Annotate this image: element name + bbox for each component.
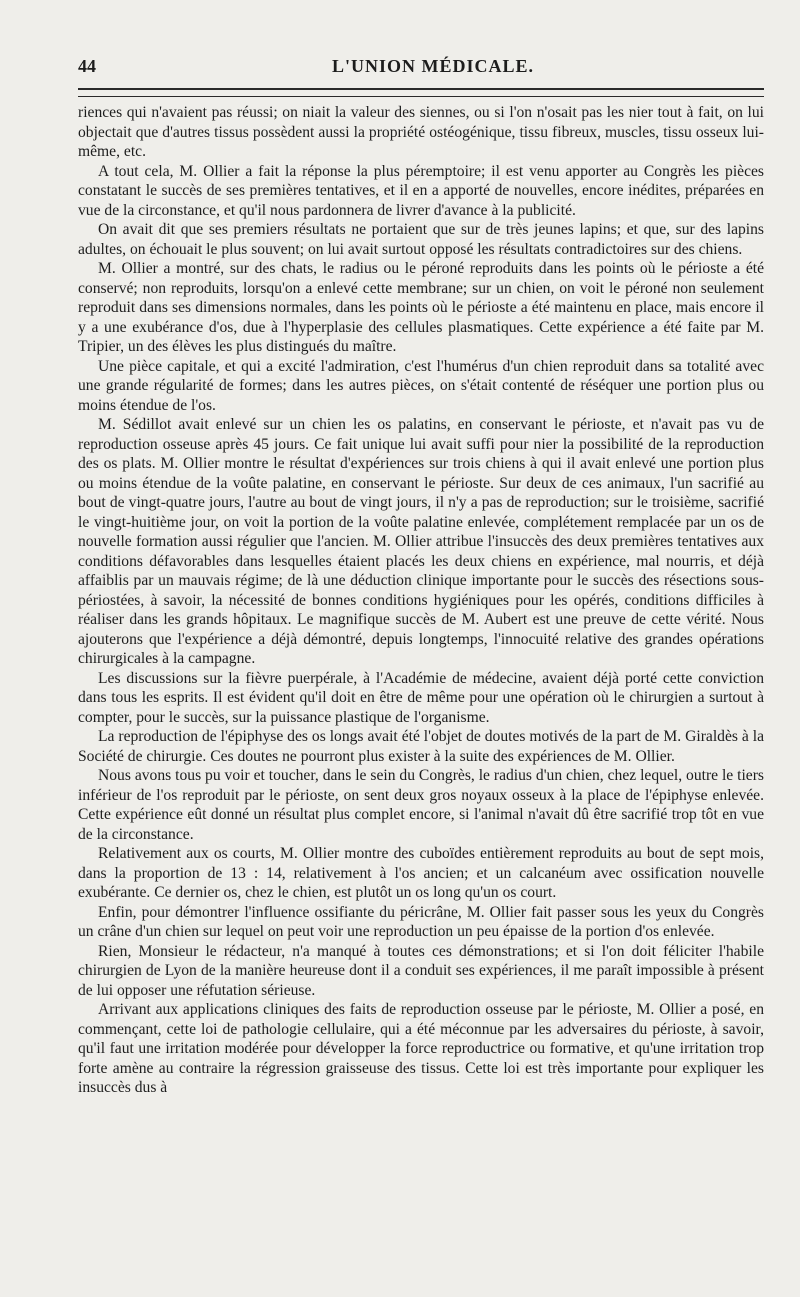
paragraph: Enfin, pour démontrer l'influence ossifiante du péricrâne, M. Ollier fait passer sous les yeux du Congrès un crâne d'un chien sur lequel on peut voir une reproduction un peu épaisse de la portion d'os enlevée. [78,903,764,940]
paragraph: M. Sédillot avait enlevé sur un chien les os palatins, en conservant le périoste, et n'avait pas vu de reproduction osseuse après 45 jours. Ce fait unique lui avait suffi pour nier la possibilité de la reproduction des os plats. M. Ollier montre le résultat d'expériences sur trois chiens à qui il avait enlevé une portion plus ou moins étendue de la voûte palatine, en conservant le périoste. Sur deux de ces animaux, l'un sacrifié au bout de vingt-quatre jours, l'autre au bout de vingt jours, il n'y a pas de reproduction; sur le troisième, sacrifié le vingt-huitième jour, on voit la portion de la voûte palatine enlevée, complétement remplacée par un os de nouvelle formation aussi régulier que l'ancien. M. Ollier attribue l'insuccès des deux premières tentatives aux conditions défavorables dans lesquelles étaient placés les deux chiens en expérience, mal nourris, et déjà affaiblis par un mauvais régime; de là une déduction clinique importante pour le succès des résections sous-périostées, à savoir, la nécessité de bonnes conditions hygiéniques pour les opérés, conditions difficiles à réaliser dans les grands hôpitaux. Le magnifique succès de M. Aubert est une preuve de cette vérité. Nous ajouterons que l'expérience a déjà démontré, depuis longtemps, l'innocuité relative des grandes opérations chirurgicales à la campagne. [78,416,764,667]
page-number: 44 [78,56,96,76]
paragraph: Les discussions sur la fièvre puerpérale, à l'Académie de médecine, avaient déjà porté cette conviction dans tous les esprits. Il est évident qu'il doit en être de même pour une opération où le chirurgien a surtout à compter, pour le succès, sur la puissance plastique de l'organisme. [78,669,764,726]
paragraph: Arrivant aux applications cliniques des faits de reproduction osseuse par le périoste, M. Ollier a posé, en commençant, cette loi de pathologie cellulaire, qui a été méconnue par les adversaires du périoste, à savoir, qu'il faut une irritation modérée pour développer la force reproductrice ou formative, et qu'une irritation trop forte amène au contraire la régression graisseuse des tissus. Cette loi est très importante pour expliquer les insuccès dus à [78,1001,764,1096]
paragraph: Une pièce capitale, et qui a excité l'admiration, c'est l'humérus d'un chien reproduit dans sa totalité avec une grande régularité de formes; dans les autres pièces, on s'était contenté de réséquer une portion plus ou moins étendue de l'os. [78,357,764,414]
paragraph: riences qui n'avaient pas réussi; on niait la valeur des siennes, ou si l'on n'osait pas les nier tout à fait, on lui objectait que d'autres tissus possèdent aussi la propriété ostéogénique, tissu fibreux, muscles, tissu osseux lui-même, etc. [78,104,764,160]
paragraph: A tout cela, M. Ollier a fait la réponse la plus péremptoire; il est venu apporter au Congrès les pièces constatant le succès de ses premières tentatives, et il en a apporté de nouvelles, encore inédites, préparées en vue de la circonstance, et qu'il nous pardonnera de livrer d'avance à la publicité. [78,162,764,219]
header-rule [78,96,764,97]
paragraph: On avait dit que ses premiers résultats ne portaient que sur de très jeunes lapins; et que, sur des lapins adultes, on échouait le plus souvent; on lui avait surtout opposé les résultats contradictoires sur des chiens. [78,221,764,258]
article-body [78,103,764,1098]
paragraph: Nous avons tous pu voir et toucher, dans le sein du Congrès, le radius d'un chien, chez lequel, outre le tiers inférieur de l'os reproduit par le périoste, on sent deux gros noyaux osseux à la place de l'épiphyse enlevée. Cette expérience eût donné un résultat plus complet encore, si l'animal n'avait dû être sacrifié trop tôt en vue de la circonstance. [78,767,764,843]
running-title: L'UNION MÉDICALE. [331,56,534,76]
paragraph: Rien, Monsieur le rédacteur, n'a manqué à toutes ces démonstrations; et si l'on doit féliciter l'habile chirurgien de Lyon de la manière heureuse dont il a conduit ses expériences, il me paraît impossible à présent de lui opposer une réfutation sérieuse. [78,942,764,999]
page-header [78,56,764,90]
paragraph: Relativement aux os courts, M. Ollier montre des cuboïdes entièrement reproduits au bout de sept mois, dans la proportion de 13 : 14, relativement à l'os ancien; et un calcanéum avec ossification nouvelle exubérante. Ce dernier os, chez le chien, est plutôt un os long qu'un os court. [78,845,764,901]
paragraph: M. Ollier a montré, sur des chats, le radius ou le péroné reproduits dans les points où le périoste a été conservé; non reproduits, lorsqu'on a enlevé cette membrane; sur un chien, on voit le péroné non seulement reproduit dans ses dimensions normales, dans les points où le périoste a été maintenu en place, mais encore il y a une exubérance d'os, due à l'hyperplasie des cellules plasmatiques. Cette expérience a été faite par M. Tripier, un des élèves les plus distingués du maître. [78,260,764,355]
paragraph: La reproduction de l'épiphyse des os longs avait été l'objet de doutes motivés de la part de M. Giraldès à la Société de chirurgie. Ces doutes ne pourront plus exister à la suite des expériences de M. Ollier. [78,728,764,765]
